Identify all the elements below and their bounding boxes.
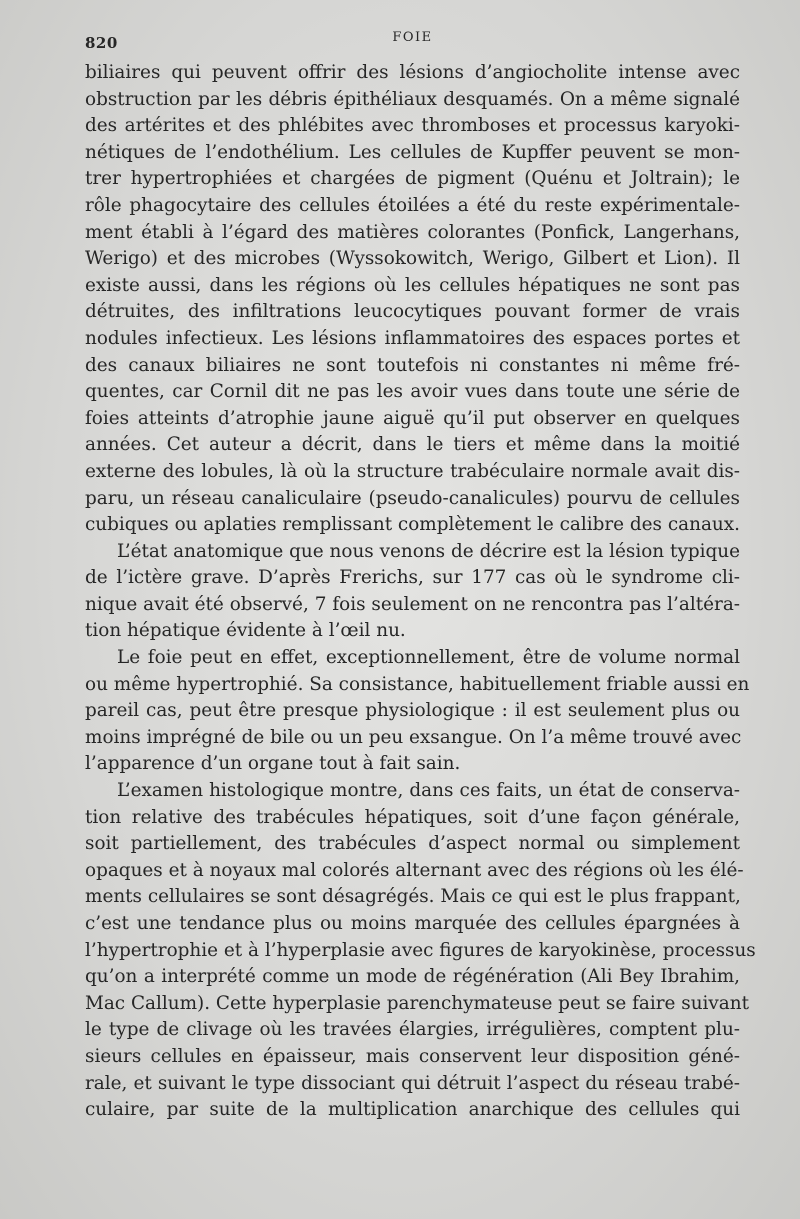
paragraph <box>85 539 740 645</box>
text-line: tion hépatique évidente à l’œil nu. <box>85 620 406 642</box>
text-line: de l’ictère grave. D’après Frerichs, sur 177 cas où le syndrome cli- <box>85 567 740 589</box>
text-line: nodules infectieux. Les lésions inflammatoires des espaces portes et <box>85 327 740 349</box>
text-line: ou même hypertrophié. Sa consistance, habituellement friable aussi en <box>85 673 750 695</box>
text-line: sieurs cellules en épaisseur, mais conservent leur disposition géné- <box>85 1045 740 1067</box>
text-line: pareil cas, peut être presque physiologique : il est seulement plus ou <box>85 700 740 722</box>
text-line: existe aussi, dans les régions où les cellules hépatiques ne sont pas <box>85 274 740 296</box>
body-text <box>85 60 756 1124</box>
text-line: trer hypertrophiées et chargées de pigment (Quénu et Joltrain); le <box>85 168 740 190</box>
paragraph <box>85 60 740 539</box>
text-line: qu’on a interprété comme un mode de régénération (Ali Bey Ibrahim, <box>85 966 740 988</box>
text-line: ment établi à l’égard des matières colorantes (Ponfick, Langerhans, <box>85 221 740 243</box>
text-line: soit partiellement, des trabécules d’aspect normal ou simplement <box>85 833 740 855</box>
text-line: cubiques ou aplaties remplissant complètement le calibre des canaux. <box>85 514 740 536</box>
text-line: Werigo) et des microbes (Wyssokowitch, Werigo, Gilbert et Lion). Il <box>85 248 740 270</box>
text-line: moins imprégné de bile ou un peu exsangue. On l’a même trouvé avec <box>85 726 742 748</box>
text-line: Mac Callum). Cette hyperplasie parenchymateuse peut se faire suivant <box>85 992 750 1014</box>
text-line: quentes, car Cornil dit ne pas les avoir vues dans toute une série de <box>85 381 740 403</box>
text-line: externe des lobules, là où la structure trabéculaire normale avait dis- <box>85 460 740 482</box>
paragraph <box>85 778 756 1124</box>
text-line: foies atteints d’atrophie jaune aiguë qu’il put observer en quelques <box>85 407 740 429</box>
text-line: obstruction par les débris épithéliaux desquamés. On a même signalé <box>85 88 740 110</box>
text-line: opaques et à noyaux mal colorés alternant avec des régions où les élé- <box>85 859 744 881</box>
text-line: détruites, des infiltrations leucocytiques pouvant former de vrais <box>85 301 740 323</box>
text-line: rale, et suivant le type dissociant qui détruit l’aspect du réseau trabé- <box>85 1072 740 1094</box>
text-line: le type de clivage où les travées élargies, irrégulières, comptent plu- <box>85 1019 740 1041</box>
text-line: Le foie peut en effet, exceptionnellement, être de volume normal <box>117 647 740 669</box>
text-line: culaire, par suite de la multiplication anarchique des cellules qui <box>85 1099 740 1121</box>
text-line: nique avait été observé, 7 fois seulement on ne rencontra pas l’altéra- <box>85 593 740 615</box>
text-line: biliaires qui peuvent offrir des lésions d’angiocholite intense avec <box>85 62 740 83</box>
text-line: rôle phagocytaire des cellules étoilées a été du reste expérimentale- <box>85 194 740 216</box>
text-line: paru, un réseau canaliculaire (pseudo-canalicules) pourvu de cellules <box>85 487 740 509</box>
text-line: l’apparence d’un organe tout à fait sain. <box>85 753 461 775</box>
text-line: des artérites et des phlébites avec thromboses et processus karyoki- <box>85 115 740 137</box>
page-number: 820 <box>85 34 118 52</box>
text-line: des canaux biliaires ne sont toutefois ni constantes ni même fré- <box>85 354 740 376</box>
text-line: c’est une tendance plus ou moins marquée des cellules épargnées à <box>85 913 740 934</box>
text-line: nétiques de l’endothélium. Les cellules de Kupffer peuvent se mon- <box>85 141 740 163</box>
paragraph <box>85 645 750 778</box>
text-line: L’état anatomique que nous venons de décrire est la lésion typique <box>117 540 740 562</box>
text-line: années. Cet auteur a décrit, dans le tiers et même dans la moitié <box>85 434 740 456</box>
text-line: L’examen histologique montre, dans ces faits, un état de conserva- <box>117 780 740 802</box>
page-header <box>85 30 740 58</box>
text-line: ments cellulaires se sont désagrégés. Mais ce qui est le plus frappant, <box>85 886 741 908</box>
text-line: tion relative des trabécules hépatiques, soit d’une façon générale, <box>85 806 740 828</box>
running-title: FOIE <box>392 30 433 45</box>
text-line: l’hypertrophie et à l’hyperplasie avec figures de karyokinèse, processus <box>85 939 756 961</box>
